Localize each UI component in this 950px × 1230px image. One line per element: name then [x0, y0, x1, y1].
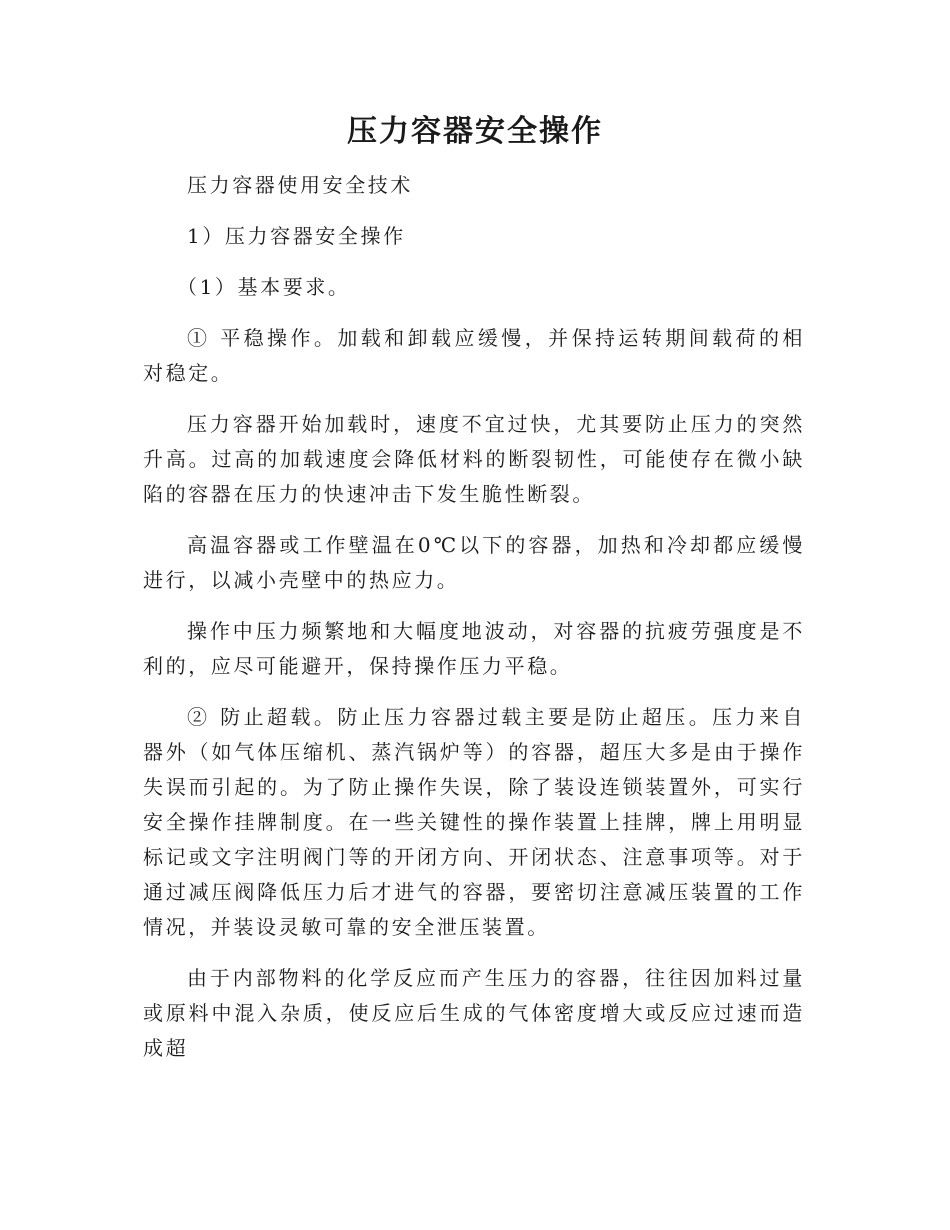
- document-title: 压力容器安全操作: [347, 114, 603, 149]
- paragraph-pressure-fluctuation: 操作中压力频繁地和大幅度地波动，对容器的抗疲劳强度是不利的，应尽可能避开，保持操作压力平稳。: [143, 619, 805, 678]
- paragraph-loading-speed: 压力容器开始加载时，速度不宜过快，尤其要防止压力的突然升高。过高的加载速度会降低材料的断裂韧性，可能使存在微小缺陷的容器在压力的快速冲击下发生脆性断裂。: [143, 412, 805, 506]
- paragraph-chemical-reaction: 由于内部物料的化学反应而产生压力的容器，往往因加料过量或原料中混入杂质，使反应后生成的气体密度增大或反应过速而造成超: [143, 966, 805, 1060]
- paragraph-prevent-overload: ② 防止超载。防止压力容器过载主要是防止超压。压力来自器外（如气体压缩机、蒸汽锅炉等）的容器，超压大多是由于操作失误而引起的。为了防止操作失误，除了装设连锁装置外，可实行安全操作挂牌制度。在一些关键性的操作装置上挂牌，牌上用明显标记或文字注明阀门等的开闭方向、开闭状态、注意事项等。对于通过减压阀降低压力后才进气的容器，要密切注意减压装置的工作情况，并装设灵敏可靠的安全泄压装置。: [143, 705, 805, 939]
- paragraph-stable-operation: ① 平稳操作。加载和卸载应缓慢，并保持运转期间载荷的相对稳定。: [143, 326, 805, 385]
- paragraph-subsection-heading: 1）压力容器安全操作: [187, 224, 406, 248]
- document-body: [143, 168, 805, 1082]
- paragraph-temperature: 高温容器或工作壁温在0℃以下的容器，加热和冷却都应缓慢进行，以减小壳壁中的热应力。: [143, 533, 805, 592]
- paragraph-section-heading: 压力容器使用安全技术: [187, 173, 413, 197]
- paragraph-basic-requirements: （1）基本要求。: [177, 275, 351, 299]
